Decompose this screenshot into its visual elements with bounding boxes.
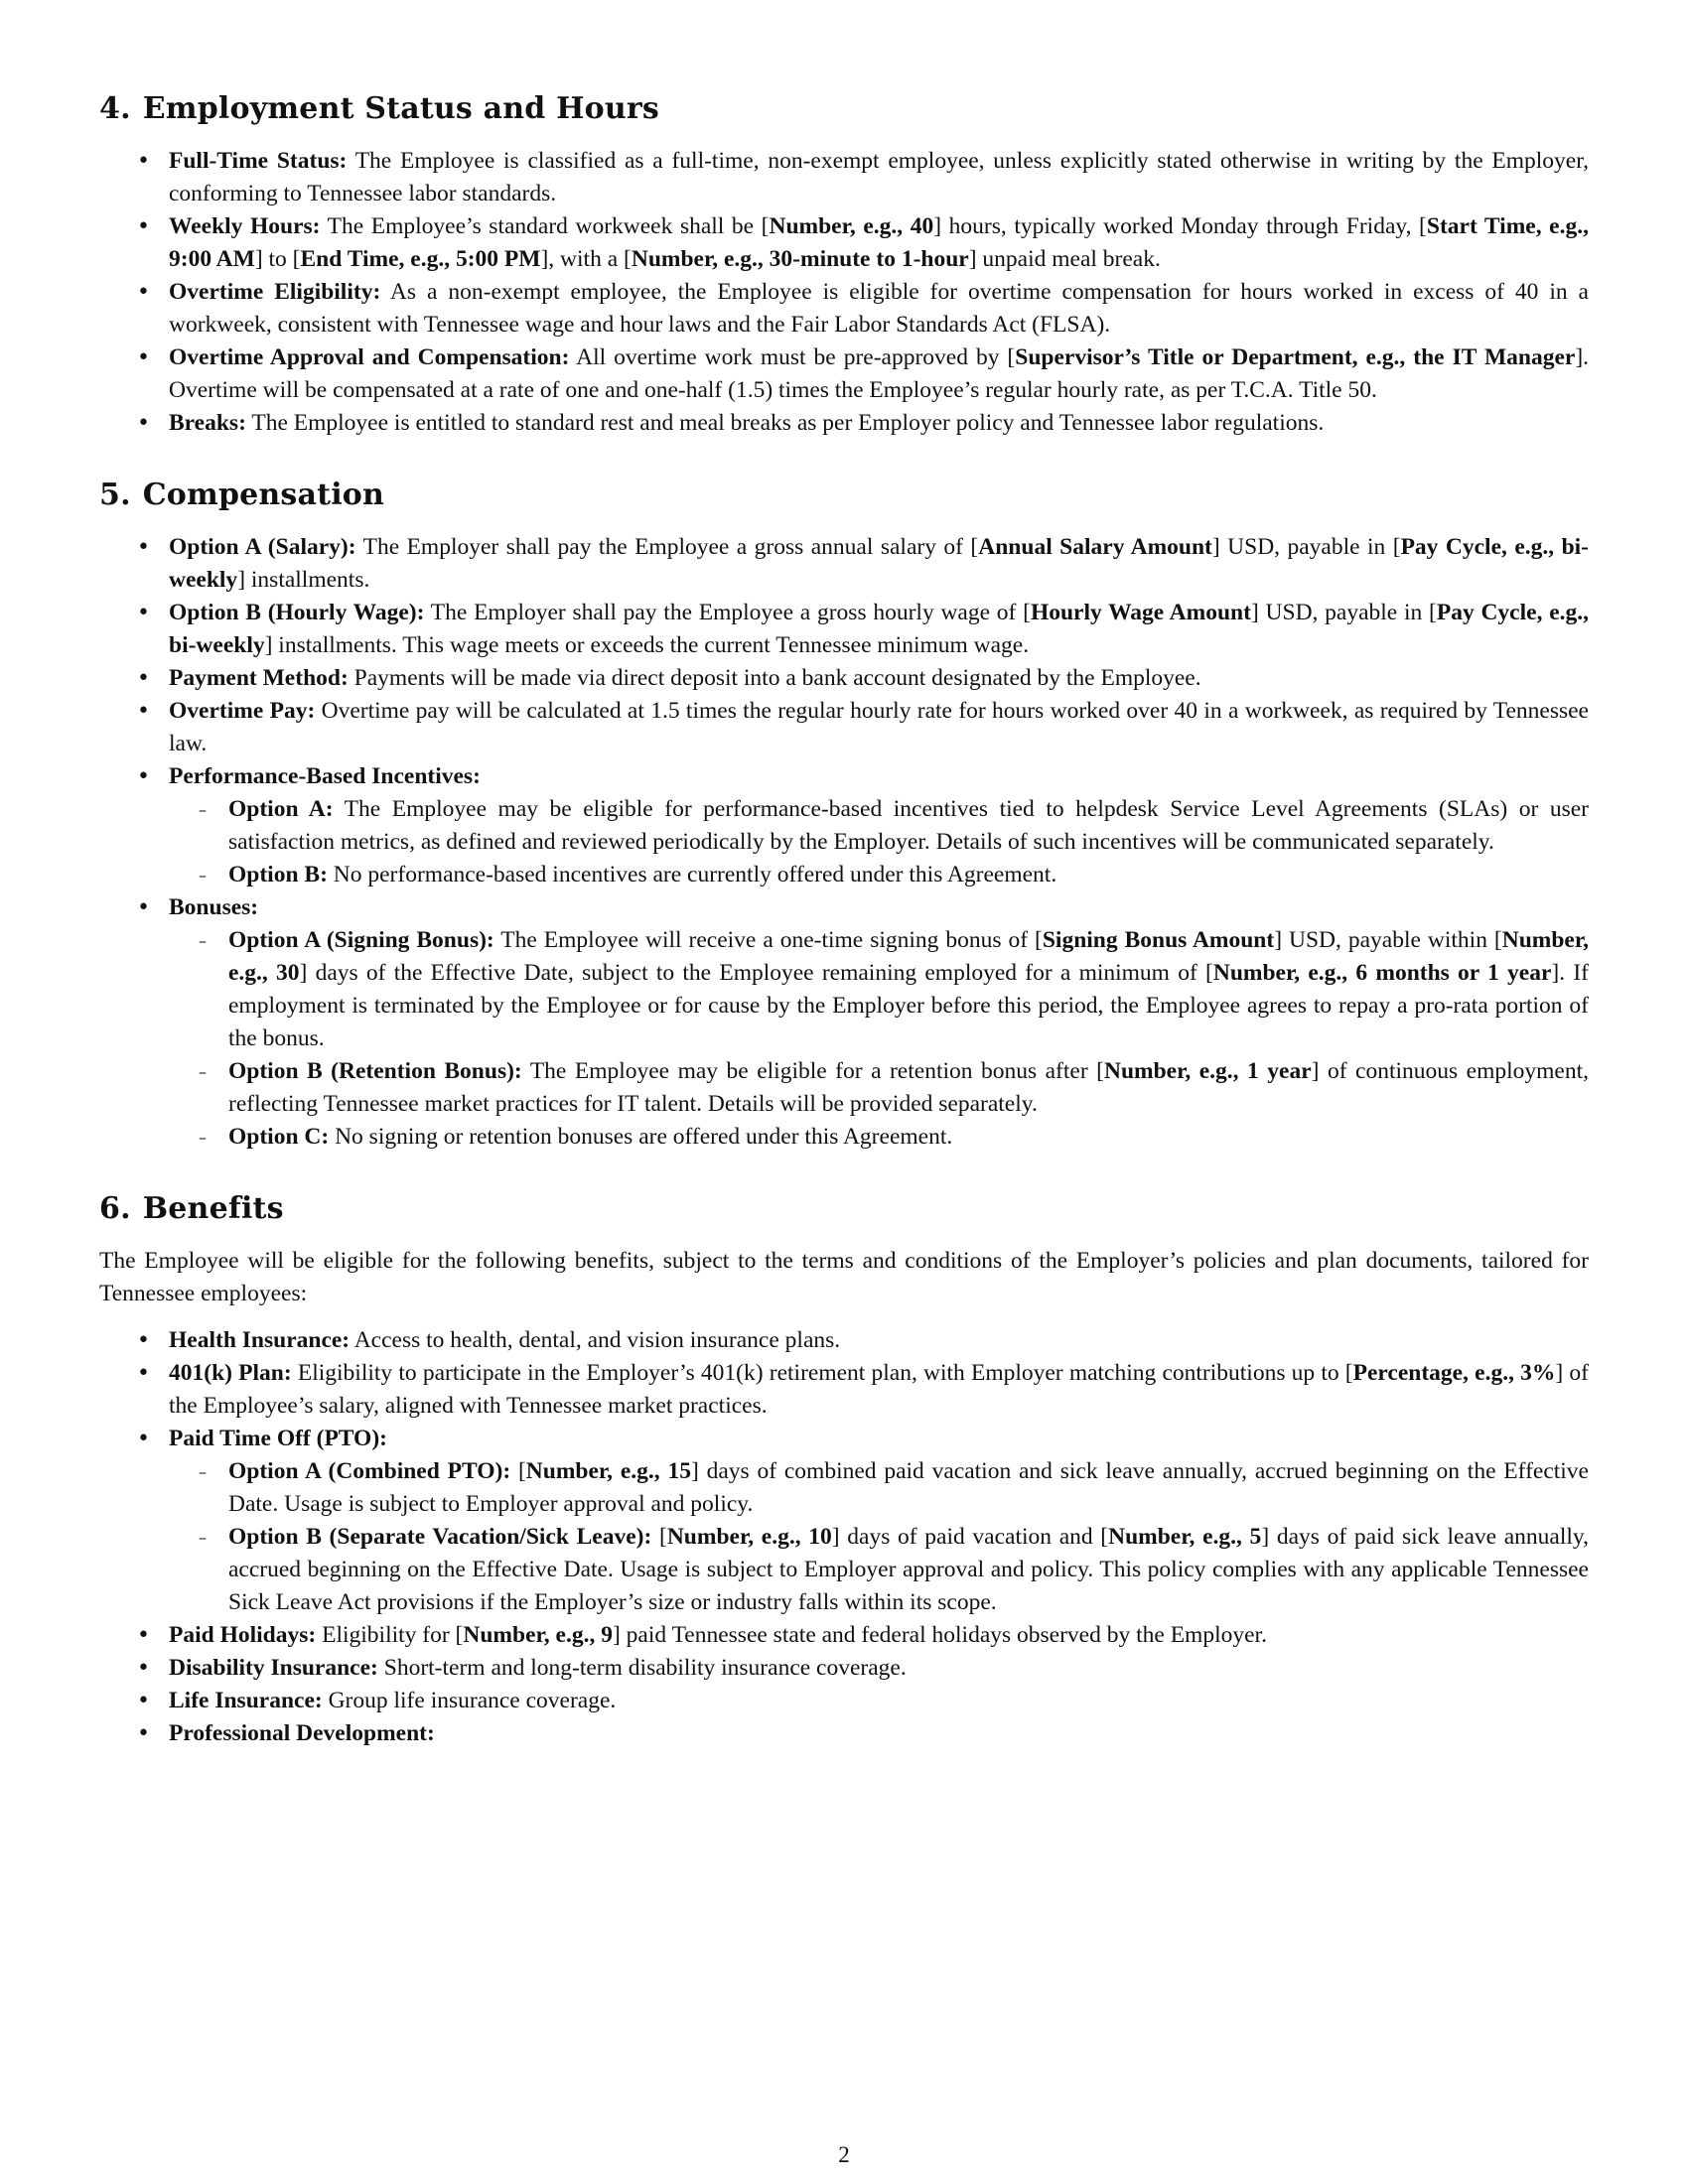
list-item: • Bonuses: – Option A (Signing Bonus): The Employee will receive a one-time signing bonus of [Signing Bonus Amount] USD, payable within [Number, e.g., 30] days of the Effective Date, subject to the Employee remaining employed for a minimum of [Number, e.g., 6 months or 1 year]. If employment is terminated by the Employee or for cause by the Employer before this period, the Employee agrees to repay a pro-rata portion of the bonus. – Option B (Retention Bonus): The Employee may be eligible for a retention bonus after [Number, e.g., 1 year] of continuous employment, reflecting Tennessee market practices for IT talent. Details will be provided separately. – Option C: No signing or retention bonuses are offered under this Agreement. [99,891,1589,1154]
section-heading: 4. Employment Status and Hours [99,91,659,126]
bullet-list [99,1324,1589,1750]
list-item: • Health Insurance: Access to health, dental, and vision insurance plans. [99,1324,1589,1357]
sub-list [169,1455,1589,1619]
placeholder-field: Start Time, e.g., 9:00 AM [169,213,1589,272]
placeholder-field: Number, e.g., 30 [228,927,1589,986]
placeholder-field: Number, e.g., 6 months or 1 year [1212,960,1552,986]
placeholder-field: End Time, e.g., 5:00 PM [300,246,541,272]
placeholder-field: Number, e.g., 1 year [1103,1058,1312,1084]
document-page [99,89,1589,1750]
placeholder-field: Pay Cycle, e.g., bi-weekly [169,600,1590,658]
sub-list [169,924,1589,1154]
list-item: • Overtime Eligibility: As a non-exempt employee, the Employee is eligible for overtime compensation for hours worked in excess of 40 in a workweek, consistent with Tennessee wage and hour laws and the Fair Labor Standards Act (FLSA). [99,276,1589,341]
bullet-list [99,145,1589,440]
section-benefits [99,1189,1589,1750]
page-number: 2 [838,2142,850,2167]
section-heading: 6. Benefits [99,1191,284,1226]
placeholder-field: Number, e.g., 30-minute to 1-hour [631,246,969,272]
section-employment-status [99,89,1589,440]
sub-list-item: – Option A (Signing Bonus): The Employee will receive a one-time signing bonus of [Signing Bonus Amount] USD, payable within [Number, e.g., 30] days of the Effective Date, subject to the Employee remaining employed for a minimum of [Number, e.g., 6 months or 1 year]. If employment is terminated by the Employee or for cause by the Employer before this period, the Employee agrees to repay a pro-rata portion of the bonus. [169,924,1589,1055]
placeholder-field: Supervisor’s Title or Department, e.g., the IT Manager [1015,344,1576,370]
sub-list-item: – Option A (Combined PTO): [Number, e.g., 15] days of combined paid vacation and sick leave annually, accrued beginning on the Effective Date. Usage is subject to Employer approval and policy. [169,1455,1589,1521]
section-heading: 5. Compensation [99,478,385,512]
list-item: • Performance-Based Incentives: – Option A: The Employee may be eligible for performance-based incentives tied to helpdesk Service Level Agreements (SLAs) or user satisfaction metrics, as defined and reviewed periodically by the Employer. Details of such incentives will be communicated separately. – Option B: No performance-based incentives are currently offered under this Agreement. [99,760,1589,891]
sub-list-item: – Option C: No signing or retention bonuses are offered under this Agreement. [169,1121,1589,1154]
list-item: • Option A (Salary): The Employer shall pay the Employee a gross annual salary of [Annual Salary Amount] USD, payable in [Pay Cycle, e.g., bi-weekly] installments. [99,531,1589,597]
section-intro: The Employee will be eligible for the following benefits, subject to the terms and conditions of the Employer’s policies and plan documents, tailored for Tennessee employees: [99,1248,1589,1306]
sub-list-item: – Option B (Separate Vacation/Sick Leave): [Number, e.g., 10] days of paid vacation and [Number, e.g., 5] days of paid sick leave annually, accrued beginning on the Effective Date. Usage is subject to Employer approval and policy. This policy complies with any applicable Tennessee Sick Leave Act provisions if the Employer’s size or industry falls within its scope. [169,1521,1589,1619]
list-item: • Option B (Hourly Wage): The Employer shall pay the Employee a gross hourly wage of [Hourly Wage Amount] USD, payable in [Pay Cycle, e.g., bi-weekly] installments. This wage meets or exceeds the current Tennessee minimum wage. [99,597,1589,662]
placeholder-field: Hourly Wage Amount [1030,600,1251,625]
list-item: • Paid Time Off (PTO): – Option A (Combined PTO): [Number, e.g., 15] days of combined paid vacation and sick leave annually, accrued beginning on the Effective Date. Usage is subject to Employer approval and policy. – Option B (Separate Vacation/Sick Leave): [Number, e.g., 10] days of paid vacation and [Number, e.g., 5] days of paid sick leave annually, accrued beginning on the Effective Date. Usage is subject to Employer approval and policy. This policy complies with any applicable Tennessee Sick Leave Act provisions if the Employer’s size or industry falls within its scope. [99,1423,1589,1619]
placeholder-field: Number, e.g., 15 [525,1458,691,1484]
list-item: • Payment Method: Payments will be made via direct deposit into a bank account designated by the Employee. [99,662,1589,695]
placeholder-field: Percentage, e.g., 3% [1352,1360,1556,1386]
section-compensation [99,476,1589,1154]
sub-list-item: – Option B (Retention Bonus): The Employee may be eligible for a retention bonus after [Number, e.g., 1 year] of continuous employment, reflecting Tennessee market practices for IT talent. Details will be provided separately. [169,1055,1589,1121]
list-item: • Breaks: The Employee is entitled to standard rest and meal breaks as per Employer policy and Tennessee labor regulations. [99,407,1589,440]
list-item: • Life Insurance: Group life insurance coverage. [99,1685,1589,1717]
placeholder-field: Number, e.g., 5 [1108,1524,1262,1550]
placeholder-field: Number, e.g., 40 [769,213,934,239]
placeholder-field: Number, e.g., 10 [666,1524,832,1550]
list-item: • Overtime Approval and Compensation: All overtime work must be pre-approved by [Supervisor’s Title or Department, e.g., the IT Manager]. Overtime will be compensated at a rate of one and one-half (1.5) times the Employee’s regular hourly rate, as per T.C.A. Title 50. [99,341,1589,407]
list-item: • Paid Holidays: Eligibility for [Number, e.g., 9] paid Tennessee state and federal holidays observed by the Employer. [99,1619,1589,1652]
list-item: • 401(k) Plan: Eligibility to participate in the Employer’s 401(k) retirement plan, with Employer matching contributions up to [Percentage, e.g., 3%] of the Employee’s salary, aligned with Tennessee market practices. [99,1357,1589,1423]
list-item: • Disability Insurance: Short-term and long-term disability insurance coverage. [99,1652,1589,1685]
sub-list-item: – Option B: No performance-based incentives are currently offered under this Agreement. [169,859,1589,891]
list-item: • Overtime Pay: Overtime pay will be calculated at 1.5 times the regular hourly rate for hours worked over 40 in a workweek, as required by Tennessee law. [99,695,1589,760]
list-item: • Professional Development: [99,1717,1589,1750]
list-item: • Weekly Hours: The Employee’s standard workweek shall be [Number, e.g., 40] hours, typically worked Monday through Friday, [Start Time, e.g., 9:00 AM] to [End Time, e.g., 5:00 PM], with a [Number, e.g., 30-minute to 1-hour] unpaid meal break. [99,210,1589,276]
placeholder-field: Pay Cycle, e.g., bi-weekly [169,534,1590,593]
list-item: • Full-Time Status: The Employee is classified as a full-time, non-exempt employee, unless explicitly stated otherwise in writing by the Employer, conforming to Tennessee labor standards. [99,145,1589,210]
placeholder-field: Annual Salary Amount [978,534,1212,560]
sub-list-item: – Option A: The Employee may be eligible for performance-based incentives tied to helpdesk Service Level Agreements (SLAs) or user satisfaction metrics, as defined and reviewed periodically by the Employer. Details of such incentives will be communicated separately. [169,793,1589,859]
placeholder-field: Signing Bonus Amount [1042,927,1275,953]
sub-list [169,793,1589,891]
bullet-list [99,531,1589,1154]
placeholder-field: Number, e.g., 9 [463,1622,613,1648]
